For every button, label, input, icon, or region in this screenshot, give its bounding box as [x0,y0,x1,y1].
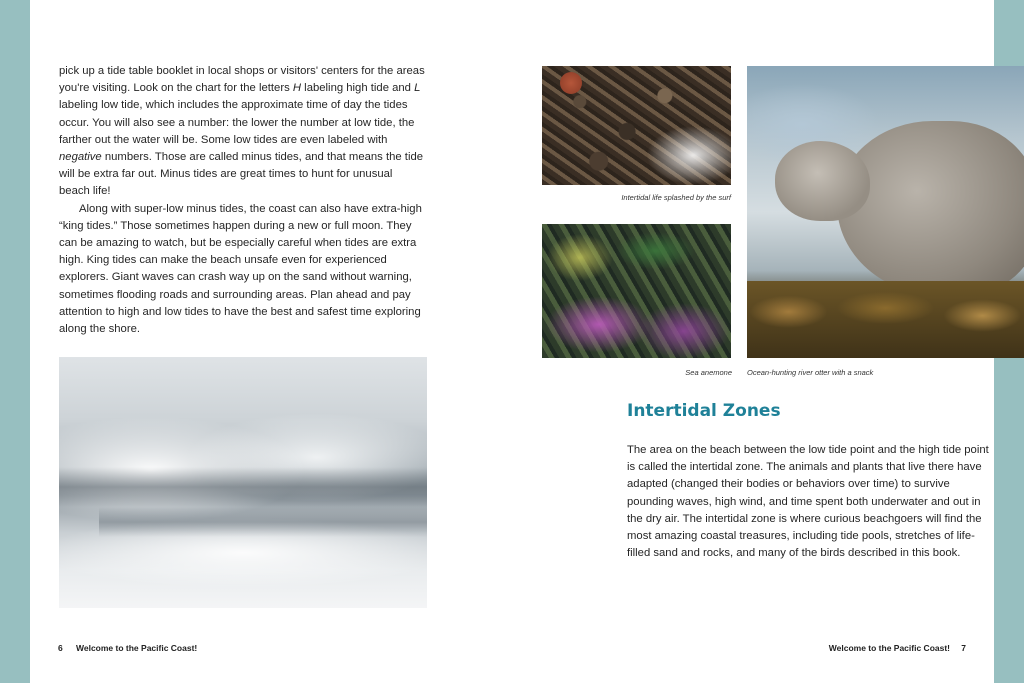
section-heading: Intertidal Zones [627,401,781,421]
mussels-photo [542,66,731,185]
otter-head [775,141,870,221]
page-number: 6 [58,643,63,653]
text-run: pick up a tide table booklet in local shops or visitors' centers for the areas you're visiting. Look on the chart for the letters [59,65,425,95]
paragraph-king-tides: Along with super-low minus tides, the coast can also have extra-high “king tides.” Those sometimes happen during a new or full moon. They can be amazing to watch, but be especially careful when tides are extra high. King tides can make the beach unsafe even for experienced explorers. Giant waves can crash way up on the sand without warning, sometimes flooding roads and surrounding areas. Plan ahead and pay attention to high and low tides to have the best and safest time exploring along the shore. [59,202,422,336]
right-page [512,0,994,683]
wave-shadow [59,467,427,507]
book-spread [30,0,994,683]
page-number: 7 [961,643,966,653]
kelp [747,281,1024,358]
otter-body [837,121,1024,296]
running-title: Welcome to the Pacific Coast! [76,643,198,653]
text-run-italic: negative [59,151,102,164]
text-run: numbers. Those are called minus tides, and that means the tide will be extra far out. Minus tides are great times to hunt for unusual beach life! [59,151,424,198]
caption-otter: Ocean-hunting river otter with a snack [747,368,874,377]
caption-anemone: Sea anemone [685,368,732,377]
left-body-text [59,63,425,338]
left-page [30,0,512,683]
crashing-waves-photo [59,357,427,608]
text-run: labeling high tide and [301,82,415,95]
wave-shadow [99,507,427,537]
sea-star [560,72,582,94]
sea-anemone-photo [542,224,731,358]
text-run-italic: H [292,82,302,95]
right-body-text [627,442,995,562]
paragraph-tide-table [59,63,425,201]
running-title: Welcome to the Pacific Coast! [828,643,950,653]
text-run: labeling low tide, which includes the approximate time of day the tides occur. You will also see a number: the lower the number at low tide, the farther out the water will be. Some low tides are even labeled with [59,99,415,146]
text-run-italic: L [414,82,421,95]
caption-mussels: Intertidal life splashed by the surf [621,193,731,202]
paragraph-intertidal: The area on the beach between the low tide point and the high tide point is called the intertidal zone. The animals and plants that live there have adapted (changed their bodies or behaviors over time) to survive pounding waves, high wind, and time spent both underwater and out in the dry air. The intertidal zone is where curious beachgoers will find the most amazing coastal treasures, including tide pools, stretches of life-filled sand and rocks, and many of the birds described in this book. [627,444,989,560]
river-otter-photo [747,66,1024,358]
